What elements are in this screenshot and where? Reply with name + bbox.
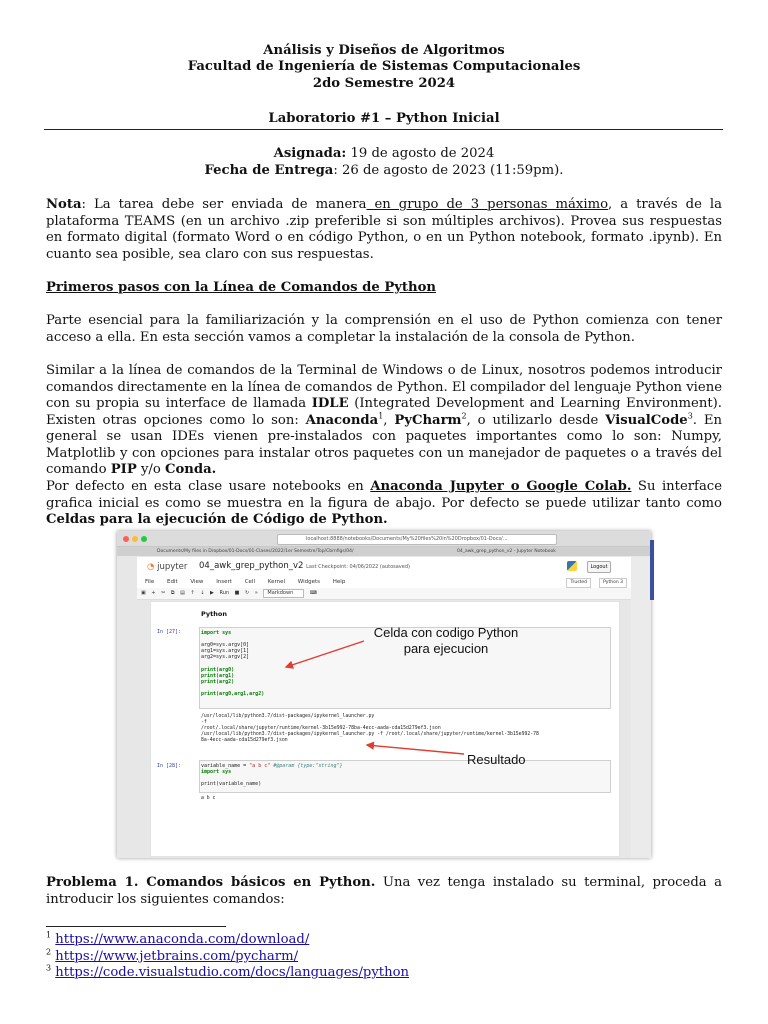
code1-line8: print(arg0,arg1,arg2)	[201, 690, 265, 697]
annotation-arrows	[151, 602, 619, 856]
due-label: Fecha de Entrega	[204, 162, 334, 178]
menu-view: View	[190, 579, 204, 585]
ide-text-6: y/o	[136, 462, 165, 477]
footnote-1-link[interactable]: https://www.anaconda.com/download/	[55, 932, 310, 947]
note-underlined: en grupo de 3 personas máximo	[366, 197, 609, 212]
problem-label: Problema 1. Comandos básicos en Python.	[46, 875, 376, 890]
close-dot-icon	[123, 536, 129, 542]
stop-icon: ■	[234, 590, 240, 596]
run-label: Run	[219, 590, 230, 596]
output1-line5: 8a-4ecc-aada-cda15d279ef3.json	[201, 738, 288, 743]
menu-widgets: Widgets	[297, 579, 321, 585]
cells-term: Celdas para la ejecución de Código de Python.	[46, 512, 388, 527]
code1-line1: import sys	[201, 630, 232, 636]
ide-text-4: , o utilizarlo desde	[466, 412, 606, 428]
logout-button: Logout	[587, 561, 611, 573]
footnote-3-number: 3	[46, 963, 52, 973]
conda-term: Conda.	[165, 462, 217, 477]
copy-icon: ⧉	[170, 590, 175, 596]
menu-cell: Cell	[244, 579, 255, 585]
keyboard-icon: ⌨	[309, 590, 318, 596]
code1-line3: arg1=sys.argv[1]	[201, 648, 250, 655]
problem-paragraph	[46, 875, 722, 908]
markdown-heading: Python	[201, 610, 227, 618]
footnote-1-number: 1	[46, 930, 52, 940]
code1-line2: arg0=sys.argv[0]	[201, 642, 250, 649]
note-text-2: , a través de la plataforma TEAMS (en un archivo .zip preferible si son múltiples archivos). Provea sus respuestas en formato digital (formato Word o en código Python, o en un Python notebook, formato .ipynb). En cuanto sea posible, sea claro con sus respuestas.	[46, 197, 722, 262]
notebook-area	[150, 601, 620, 857]
browser-tab-2: 04_awk_grep_python_v2 - Jupyter Notebook	[457, 549, 556, 554]
footnote-2-number: 2	[46, 947, 52, 957]
python-logo-icon	[567, 561, 577, 571]
save-icon: ▣	[141, 590, 146, 596]
notebook-text-1: Por defecto en esta clase usare notebooks en	[46, 479, 371, 494]
cell-prompt-2: In [28]:	[157, 763, 182, 769]
minimize-dot-icon	[132, 536, 138, 542]
code1-line7: print(arg2)	[201, 678, 235, 685]
ide-text-5: . En general se usan IDEs vienen pre-instalados con paquetes importantes como lo son: Numpy, Matplotlib y con opciones para instalar otros paquetes con un manejador de paquetes o a través del comando	[46, 412, 722, 477]
faculty-title: Facultad de Ingeniería de Sistemas Computacionales	[187, 59, 581, 74]
footnote-ref-3[interactable]: 3	[687, 411, 693, 421]
fast-forward-icon: »	[254, 590, 258, 596]
anaconda-term: Anaconda	[305, 412, 379, 428]
jupyter-logo	[147, 562, 187, 572]
menu-kernel: Kernel	[267, 579, 286, 585]
footnote-ref-2[interactable]: 2	[461, 411, 467, 421]
address-bar: localhost:8888/notebooks/Documents/My%20files%20in%20Dropbox/01-Docs/...	[277, 534, 557, 545]
code2-line1a: variable_name =	[201, 763, 250, 769]
trusted-badge: Trusted	[566, 578, 591, 588]
figure-edge-accent	[650, 540, 654, 600]
code2-line3: print(variable_name)	[201, 781, 262, 788]
ide-text-1: Similar a la línea de comandos de la Terminal de Windows o de Linux, nosotros podemos introducir comandos directamente en la línea de comandos de Python. El compilador del lenguaje Python viene con su propia su interface de llamada	[46, 363, 722, 411]
footnote-ref-1[interactable]: 1	[378, 411, 384, 421]
pip-term: PIP	[110, 462, 137, 477]
kernel-indicator: Python 3	[599, 578, 627, 588]
output1-line2: -f	[201, 720, 207, 725]
move-down-icon: ↓	[200, 590, 205, 596]
intro-paragraph: Parte esencial para la familiarización y la comprensión en el uso de Python comienza con tener acceso a ella. En esta sección vamos a completar la instalación de la consola de Python.	[46, 313, 722, 345]
cell-type-select: Markdown	[263, 589, 304, 598]
semester-title: 2do Semestre 2024	[312, 76, 456, 91]
notebook-paragraph	[46, 479, 722, 529]
annotation-result: Resultado	[467, 752, 526, 767]
cell-2-output: a b c	[201, 796, 216, 801]
ide-paragraph	[46, 363, 722, 479]
arrow-to-code-cell	[286, 641, 364, 667]
notebook-name: 04_awk_grep_python_v2	[199, 561, 304, 571]
ide-text-2: (Integrated Development and Learning Environment). Existen otras opciones como lo son:	[46, 396, 722, 428]
output1-line1: /usr/local/lib/python3.7/dist-packages/ipykernel_launcher.py	[201, 714, 375, 719]
annotation-code-cell: Celda con codigo Python para ejecucion	[373, 625, 519, 656]
run-button: ▶ Run	[210, 588, 229, 599]
lab-title: Laboratorio #1 – Python Inicial	[268, 111, 500, 126]
page-margin-right	[631, 557, 651, 858]
maximize-dot-icon	[141, 536, 147, 542]
menu-file: File	[145, 579, 155, 585]
paste-icon: ▤	[180, 590, 185, 596]
assigned-label: Asignada:	[273, 146, 347, 161]
output1-line4: /usr/local/lib/python3.7/dist-packages/ipykernel_launcher.py -f /root/.local/share/jupyter/runtime/kernel-3b15e992-78	[201, 732, 539, 737]
course-title: Análisis y Diseños de Algoritmos	[263, 43, 505, 58]
code2-line1c: #@param {type:"string"}	[270, 763, 343, 769]
code1-line4: arg2=sys.argv[2]	[201, 654, 250, 661]
jupyter-logo-text: jupyter	[157, 562, 188, 572]
checkpoint-text: Last Checkpoint: 04/06/2022 (autosaved)	[306, 564, 410, 570]
dates-block	[0, 146, 768, 179]
vscode-term: VisualCode	[605, 412, 688, 428]
jupyter-screenshot-figure	[117, 531, 651, 858]
notebook-text-2: Su interface grafica inicial es como se muestra en la figura de abajo. Por defecto se puede utilizar tanto como	[46, 479, 722, 511]
footnote-2	[46, 949, 298, 965]
section-title: Primeros pasos con la Línea de Comandos de Python	[46, 280, 436, 295]
menu-edit: Edit	[166, 579, 178, 585]
browser-tab-1: Documents/My files in Dropbox/01-Docs/01-Clases/2022/1er Semestre/Top/Cbrnfigs/04/	[157, 549, 354, 554]
pycharm-term: PyCharm	[394, 412, 462, 428]
footnote-3-link[interactable]: https://code.visualstudio.com/docs/languages/python	[55, 965, 410, 980]
footnote-2-link[interactable]: https://www.jetbrains.com/pycharm/	[55, 949, 299, 964]
note-paragraph	[46, 197, 722, 263]
notebook-title	[199, 561, 410, 571]
move-up-icon: ↑	[190, 590, 195, 596]
footnote-1	[46, 932, 309, 948]
due-value: : 26 de agosto de 2023 (11:59pm).	[333, 162, 564, 178]
assigned-value: 19 de agosto de 2024	[346, 146, 495, 161]
note-text-1: : La tarea debe ser enviada de manera	[81, 197, 367, 212]
output1-line3: /root/.local/share/jupyter/runtime/kernel-3b15e992-78ba-4ecc-aada-cda15d279ef3.json	[201, 726, 441, 731]
jupyter-header	[137, 557, 631, 577]
jupyter-colab-term: Anaconda Jupyter o Google Colab.	[370, 479, 632, 494]
menu-help: Help	[332, 579, 346, 585]
restart-icon: ↻	[244, 590, 250, 596]
code2-line1b: "a b c"	[249, 763, 271, 769]
ide-text-3: ,	[383, 412, 395, 428]
browser-tabs	[117, 547, 651, 556]
title-divider	[44, 129, 723, 130]
jupyter-logo-icon: ◔	[147, 562, 155, 572]
cell-prompt-1: In [27]:	[157, 629, 182, 635]
arrow-to-result	[367, 745, 464, 754]
menu-insert: Insert	[216, 579, 232, 585]
footnote-divider	[46, 926, 226, 927]
add-cell-icon: +	[151, 590, 156, 596]
code2-line2: import sys	[201, 769, 232, 776]
cut-icon: ✂	[161, 590, 166, 596]
browser-toolbar	[117, 531, 651, 547]
notebook-toolbar	[137, 588, 631, 600]
code1-line5: print(arg0)	[201, 666, 235, 673]
problem-text: Una vez tenga instalado su terminal, proceda a introducir los siguientes comandos:	[46, 875, 722, 907]
code1-line6: print(arg1)	[201, 672, 235, 679]
footnote-3	[46, 965, 409, 981]
idle-term: IDLE	[311, 396, 349, 411]
note-label: Nota	[46, 197, 82, 212]
notebook-menu-bar	[137, 577, 631, 588]
